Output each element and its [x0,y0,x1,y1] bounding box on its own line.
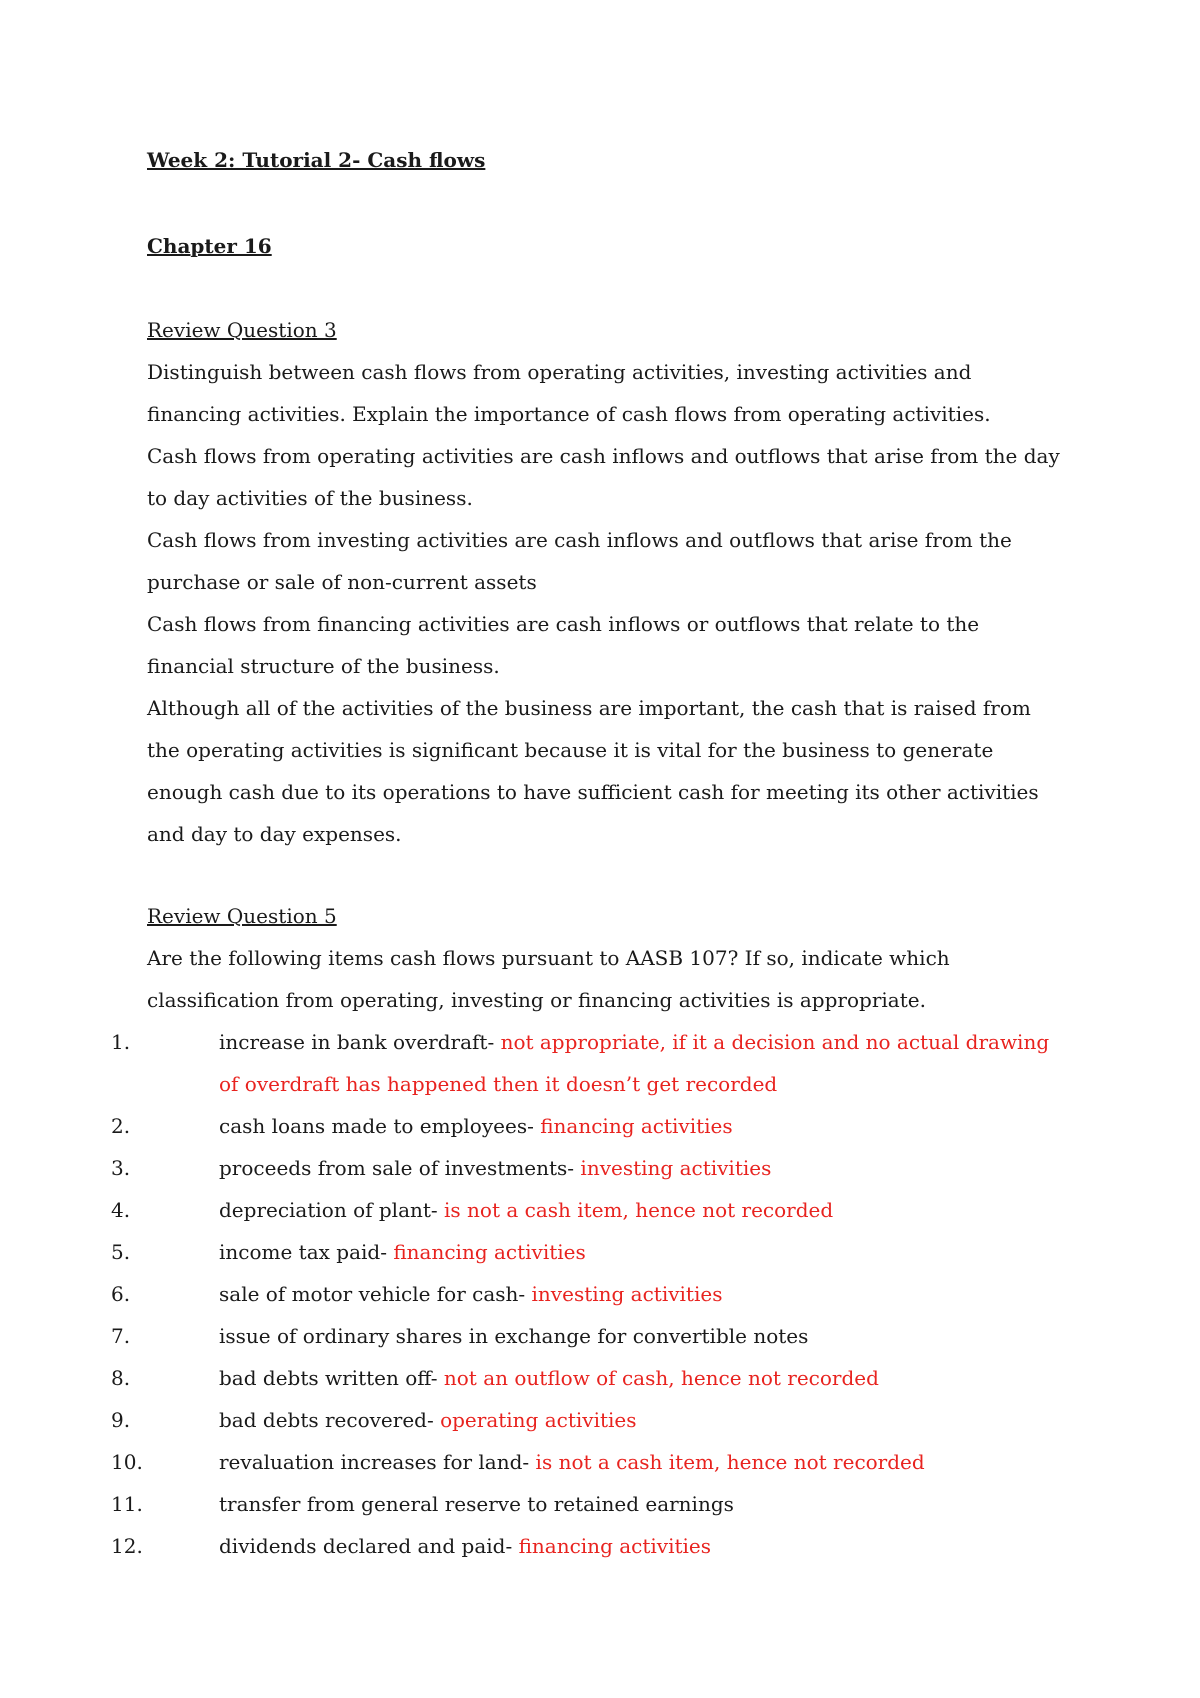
list-item-text: income tax paid- [219,1240,394,1264]
list-item [111,1315,1067,1357]
list-item-answer: is not a cash item, hence not recorded [535,1450,925,1474]
list-item-number: 5. [111,1240,131,1264]
list-item [111,1357,1067,1399]
list-item-number: 2. [111,1114,131,1138]
review-question-3-answer-importance: Although all of the activities of the business are important, the cash that is raised from the operating activities is significant because it is vital for the business to generate enough cash due to its operations to have sufficient cash for meeting its other activities and day to day expenses. [147,696,1039,846]
list-item-text: transfer from general reserve to retained earnings [219,1492,734,1516]
list-item-answer: not appropriate, if it a decision and no actual drawing of overdraft has happened then it doesn’t get recorded [219,1030,1050,1096]
list-item [111,1273,1067,1315]
document-title: Week 2: Tutorial 2- Cash flows [147,148,486,172]
list-item-number: 11. [111,1492,143,1516]
list-item-number: 3. [111,1156,131,1180]
list-item-number: 12. [111,1534,143,1558]
list-item-number: 8. [111,1366,131,1390]
list-item [111,1147,1067,1189]
list-item [111,1441,1067,1483]
review-question-5 [111,895,1067,1567]
list-item [111,1399,1067,1441]
list-item-text: bad debts written off- [219,1366,444,1390]
list-item-number: 6. [111,1282,131,1306]
list-item-answer: investing activities [580,1156,772,1180]
review-question-3-prompt: Distinguish between cash flows from operating activities, investing activities and financing activities. Explain the importance of cash flows from operating activities. [147,360,991,426]
list-item [111,1525,1067,1567]
list-item-number: 7. [111,1324,131,1348]
list-item-answer: investing activities [531,1282,723,1306]
list-item-number: 4. [111,1198,131,1222]
list-item-text: dividends declared and paid- [219,1534,519,1558]
list-item-text: bad debts recovered- [219,1408,441,1432]
review-question-3-answer-operating: Cash flows from operating activities are cash inflows and outflows that arise from the day to day activities of the business. [147,444,1060,510]
list-item-number: 10. [111,1450,143,1474]
list-item-number: 9. [111,1408,131,1432]
list-item-text: sale of motor vehicle for cash- [219,1282,532,1306]
review-question-5-heading: Review Question 5 [147,904,337,928]
list-item-text: increase in bank overdraft- [219,1030,501,1054]
list-item-text: issue of ordinary shares in exchange for convertible notes [219,1324,809,1348]
list-item [111,1105,1067,1147]
list-item-answer: not an outflow of cash, hence not recorded [443,1366,879,1390]
list-item-number: 1. [111,1030,131,1054]
review-question-3-answer-investing: Cash flows from investing activities are cash inflows and outflows that arise from the purchase or sale of non-current assets [147,528,1012,594]
list-item-text: cash loans made to employees- [219,1114,541,1138]
list-item [111,1483,1067,1525]
list-item-answer: financing activities [540,1114,733,1138]
list-item [111,1189,1067,1231]
list-item-answer: is not a cash item, hence not recorded [444,1198,834,1222]
list-item [111,1021,1067,1105]
list-item-answer: financing activities [393,1240,586,1264]
list-item-answer: financing activities [518,1534,712,1558]
review-question-3-answer-financing: Cash flows from financing activities are cash inflows or outflows that relate to the financial structure of the business. [147,612,980,678]
review-question-5-prompt: Are the following items cash flows pursuant to AASB 107? If so, indicate which classification from operating, investing or financing activities is appropriate. [147,946,950,1012]
chapter-heading: Chapter 16 [147,234,272,258]
document-content [111,143,1067,1567]
list-item-text: proceeds from sale of investments- [219,1156,581,1180]
list-item [111,1231,1067,1273]
review-question-3-heading: Review Question 3 [147,318,337,342]
list-item-text: revaluation increases for land- [219,1450,536,1474]
list-item-text: depreciation of plant- [219,1198,445,1222]
review-question-3 [147,309,1067,855]
list-item-answer: operating activities [440,1408,637,1432]
cash-flow-items-list [111,1021,1067,1567]
